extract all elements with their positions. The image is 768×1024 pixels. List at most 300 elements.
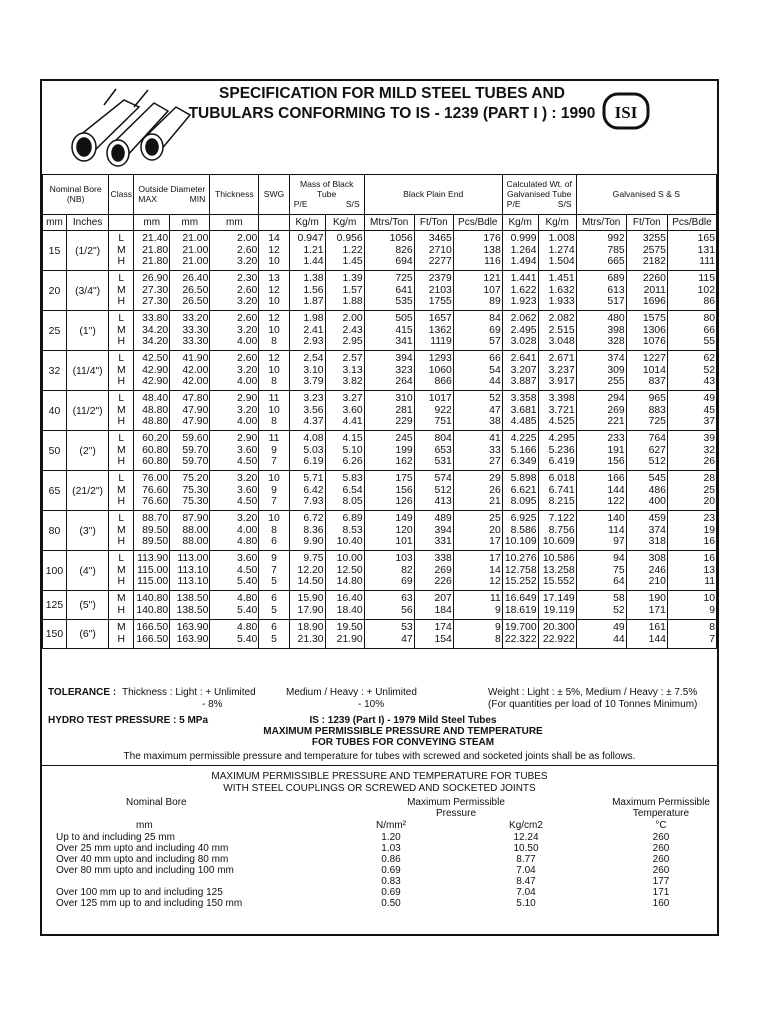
- cell-value: 2.671: [548, 353, 575, 364]
- pressure-bore: Over 25 mm upto and including 40 mm: [56, 843, 229, 854]
- cell-value: 57: [489, 336, 501, 348]
- cell-value: 1362: [428, 324, 452, 336]
- cell-value: 113.10: [177, 576, 209, 588]
- cell-value: 9.90: [303, 536, 324, 548]
- cell-value: 665: [607, 256, 625, 268]
- cell-th: [210, 511, 259, 551]
- cell-mss: [325, 391, 364, 431]
- cell-value: 9: [494, 604, 501, 616]
- cell-gft: [626, 471, 667, 511]
- cell-swg: [259, 231, 289, 271]
- cell-value: 5.83: [342, 473, 363, 484]
- cell-value: 166: [607, 473, 625, 484]
- cell-value: 3.27: [342, 393, 363, 404]
- cell-value: 5.10: [342, 444, 363, 456]
- cell-value: M: [116, 622, 126, 633]
- cell-value: 8: [271, 524, 277, 536]
- cell-value: H: [117, 296, 126, 308]
- cell-gss: [538, 391, 576, 431]
- cell-value: 1.441: [510, 273, 537, 284]
- cell-mt: [364, 231, 414, 271]
- cell-value: H: [117, 416, 126, 428]
- cell-value: 5: [271, 633, 277, 645]
- cell-pcs: [453, 311, 502, 351]
- header: [42, 81, 717, 175]
- cell-value: 531: [434, 456, 452, 468]
- unit-cell: Mtrs/Ton: [576, 215, 626, 231]
- cell-value: 9: [271, 444, 277, 456]
- cell-value: 3465: [428, 233, 452, 244]
- cell-value: 12.758: [504, 564, 537, 576]
- cell-gpcs: [667, 511, 716, 551]
- cell-value: 1306: [642, 324, 666, 336]
- cell-value: 58: [613, 593, 625, 604]
- cell-value: 163.90: [176, 622, 209, 633]
- cell-value: L: [118, 233, 125, 244]
- cell-value: 64: [613, 576, 625, 588]
- cell-value: 62: [703, 353, 715, 364]
- cell-value: 52: [703, 364, 715, 376]
- cell-th: [210, 591, 259, 620]
- cell-value: 6.018: [548, 473, 575, 484]
- cell-value: 18.90: [297, 622, 324, 633]
- cell-min: [170, 511, 210, 551]
- cell-min: [170, 591, 210, 620]
- calc-pe-label: P/E: [506, 199, 521, 209]
- thickness-header: Thickness: [210, 174, 259, 215]
- cell-value: 12: [489, 576, 501, 588]
- pressure-t: 260: [652, 843, 670, 854]
- cell-value: 8: [709, 622, 715, 633]
- cell-mpe: [289, 311, 325, 351]
- cell-value: 6: [271, 593, 277, 604]
- medium-heavy-tolerance: Medium / Heavy : + Unlimited: [286, 687, 417, 698]
- cell-value: 76.60: [142, 484, 169, 496]
- cell-gmt: [576, 620, 626, 649]
- cell-value: 7: [271, 564, 277, 576]
- cell-gpcs: [667, 471, 716, 511]
- unit-cell: Pcs/Bdle: [667, 215, 716, 231]
- nominal-bore-mm: 65: [43, 471, 67, 511]
- unit-cell: [259, 215, 289, 231]
- cell-gft: [626, 620, 667, 649]
- cell-value: 2.43: [342, 324, 363, 336]
- cell-value: 52: [613, 604, 625, 616]
- cell-value: 44: [613, 633, 625, 645]
- cell-value: 60.20: [142, 433, 169, 444]
- cell-value: 6: [271, 536, 277, 548]
- cell-value: 9: [494, 622, 501, 633]
- cell-value: 2011: [643, 284, 666, 296]
- cell-value: 49: [613, 622, 625, 633]
- cell-mt: [364, 591, 414, 620]
- cell-value: 156: [607, 456, 625, 468]
- cell-value: 20: [703, 496, 715, 508]
- cell-value: 34.20: [142, 336, 169, 348]
- table-row: [43, 271, 717, 311]
- od-max-label: MAX: [138, 194, 157, 204]
- calc-wt-label: Calculated Wt. of Galvanised Tube: [506, 179, 572, 199]
- cell-value: 54: [489, 364, 501, 376]
- mass-black-label: Mass of Black Tube: [299, 179, 354, 199]
- pressure-header-row-2: [56, 808, 716, 819]
- cell-value: 3.358: [510, 393, 537, 404]
- cell-th: [210, 351, 259, 391]
- cell-value: M: [116, 284, 126, 296]
- cell-value: 138.50: [176, 593, 209, 604]
- cell-max: [134, 391, 170, 431]
- cell-ft: [414, 591, 453, 620]
- cell-value: 12: [268, 284, 280, 296]
- cell-value: 76.60: [142, 496, 169, 508]
- cell-value: 48.40: [142, 393, 169, 404]
- cell-gft: [626, 271, 667, 311]
- cell-mt: [364, 620, 414, 649]
- cell-value: 166.50: [136, 622, 169, 633]
- cell-gpcs: [667, 351, 716, 391]
- cell-value: 10.00: [336, 553, 363, 564]
- cell-ft: [414, 231, 453, 271]
- cell-gpe: [502, 551, 538, 591]
- cell-value: 26: [489, 484, 501, 496]
- cell-value: 2.641: [510, 353, 537, 364]
- cell-value: 38: [489, 416, 501, 428]
- cell-value: 965: [648, 393, 666, 404]
- cell-value: 4.50: [237, 496, 258, 508]
- cell-value: 641: [395, 284, 413, 296]
- cell-cls: [109, 551, 134, 591]
- cell-value: 3.60: [237, 553, 258, 564]
- medium-heavy-tolerance-minus: - 10%: [358, 698, 385, 710]
- cell-value: 140.80: [136, 593, 169, 604]
- cell-value: 751: [434, 416, 452, 428]
- cell-gpcs: [667, 431, 716, 471]
- cell-pcs: [453, 620, 502, 649]
- thickness-tolerance: Thickness : Light : + Unlimited: [122, 687, 256, 698]
- cell-cls: [109, 231, 134, 271]
- cell-value: 116: [484, 256, 501, 268]
- cell-value: 102: [697, 284, 715, 296]
- pressure-row: [56, 876, 716, 887]
- cell-value: 2103: [428, 284, 452, 296]
- cell-gss: [538, 311, 576, 351]
- cell-value: M: [116, 564, 126, 576]
- cell-value: 10.609: [542, 536, 575, 548]
- isi-logo-text: ISI: [614, 103, 638, 122]
- cell-value: 82: [401, 564, 413, 576]
- cell-value: 191: [607, 444, 625, 456]
- cell-value: 3.398: [548, 393, 575, 404]
- cell-value: 6.42: [303, 484, 324, 496]
- cell-max: [134, 551, 170, 591]
- cell-value: 2575: [642, 244, 666, 256]
- cell-value: 3.20: [237, 256, 258, 268]
- cell-value: 4.00: [237, 336, 258, 348]
- cell-value: M: [116, 484, 126, 496]
- cell-value: 19: [703, 524, 715, 536]
- cell-pcs: [453, 271, 502, 311]
- nominal-bore-inches: (4"): [66, 551, 108, 591]
- nominal-bore-mm: 150: [43, 620, 67, 649]
- cell-cls: [109, 591, 134, 620]
- cell-value: 4.00: [237, 416, 258, 428]
- cell-value: 175: [395, 473, 413, 484]
- cell-ft: [414, 431, 453, 471]
- cell-value: 17: [489, 553, 501, 564]
- cell-pcs: [453, 551, 502, 591]
- cell-value: 3.20: [237, 296, 258, 308]
- cell-value: 1.38: [303, 273, 324, 284]
- cell-value: 15.552: [542, 576, 575, 588]
- pressure-nmm: 0.86: [381, 854, 401, 865]
- cell-value: 2277: [428, 256, 452, 268]
- cell-value: 512: [434, 484, 452, 496]
- cell-value: M: [116, 593, 126, 604]
- cell-value: 19.119: [543, 604, 575, 616]
- cell-value: 13: [268, 273, 280, 284]
- cell-value: 11: [704, 576, 715, 588]
- cell-value: 66: [703, 324, 715, 336]
- cell-value: 47.90: [182, 416, 209, 428]
- cell-value: 44: [489, 376, 501, 388]
- cell-value: 140.80: [136, 604, 169, 616]
- cell-value: 2.062: [510, 313, 537, 324]
- cell-value: 4.80: [237, 593, 258, 604]
- cell-th: [210, 551, 259, 591]
- cell-gmt: [576, 551, 626, 591]
- cell-gpe: [502, 620, 538, 649]
- cell-value: 6.349: [510, 456, 537, 468]
- cell-value: 84: [489, 313, 501, 324]
- cell-value: 10: [268, 324, 280, 336]
- cell-pcs: [453, 431, 502, 471]
- cell-value: 627: [648, 444, 666, 456]
- cell-value: 2.60: [237, 284, 258, 296]
- cell-swg: [259, 271, 289, 311]
- cell-value: 3.82: [342, 376, 363, 388]
- cell-value: 161: [648, 622, 666, 633]
- pressure-bore: Over 80 mm upto and including 100 mm: [56, 865, 234, 876]
- nominal-bore-inches: (21/2"): [66, 471, 108, 511]
- cell-value: 8.586: [510, 524, 537, 536]
- pressure-nmm: 1.03: [381, 843, 401, 854]
- weight-tolerance: Weight : Light : ± 5%, Medium / Heavy : ± 7.5%: [488, 687, 698, 698]
- cell-value: 122: [607, 496, 625, 508]
- cell-value: 9.75: [303, 553, 324, 564]
- spec-sheet: [40, 79, 719, 936]
- cell-swg: [259, 311, 289, 351]
- cell-value: L: [118, 353, 125, 364]
- cell-pcs: [453, 231, 502, 271]
- cell-value: H: [117, 376, 126, 388]
- cell-value: 199: [395, 444, 413, 456]
- cell-value: 3.681: [510, 404, 537, 416]
- pressure-row: [56, 865, 716, 876]
- cell-value: 42.00: [182, 376, 209, 388]
- cell-value: 21.30: [297, 633, 324, 645]
- cell-gpe: [502, 311, 538, 351]
- cell-gpe: [502, 591, 538, 620]
- cell-value: 264: [395, 376, 413, 388]
- cell-value: 12.20: [297, 564, 324, 576]
- mass-ss-label: S/S: [345, 199, 360, 209]
- nominal-bore-inches: (5"): [66, 591, 108, 620]
- cell-value: 837: [648, 376, 666, 388]
- cell-value: 1696: [642, 296, 666, 308]
- cell-value: 176: [483, 233, 501, 244]
- spec-table: [42, 174, 717, 649]
- cell-value: 331: [434, 536, 452, 548]
- header-temp-1: Maximum Permissible: [612, 797, 710, 808]
- cell-value: 2.30: [237, 273, 258, 284]
- cell-value: 52: [489, 393, 501, 404]
- cell-value: 156: [395, 484, 413, 496]
- cell-value: 149: [395, 513, 413, 524]
- tolerance-section: [48, 687, 713, 710]
- cell-value: 33: [489, 444, 501, 456]
- cell-cls: [109, 471, 134, 511]
- cell-max: [134, 620, 170, 649]
- cell-value: 13.258: [542, 564, 575, 576]
- cell-th: [210, 471, 259, 511]
- cell-gpe: [502, 471, 538, 511]
- cell-value: 18.619: [504, 604, 537, 616]
- cell-value: 43: [703, 376, 715, 388]
- cell-mss: [325, 511, 364, 551]
- cell-value: 10: [268, 513, 280, 524]
- cell-swg: [259, 391, 289, 431]
- cell-value: 653: [434, 444, 452, 456]
- cell-max: [134, 471, 170, 511]
- cell-value: 328: [607, 336, 625, 348]
- cell-value: 4.08: [303, 433, 324, 444]
- cell-value: L: [118, 553, 125, 564]
- cell-value: 138: [483, 244, 501, 256]
- cell-mt: [364, 311, 414, 351]
- cell-value: 1.22: [342, 244, 363, 256]
- cell-value: 120: [395, 524, 413, 536]
- cell-value: 2.082: [548, 313, 575, 324]
- cell-value: 413: [434, 496, 452, 508]
- cell-value: H: [117, 576, 126, 588]
- pressure-row: [56, 887, 716, 898]
- cell-value: 1.57: [342, 284, 363, 296]
- unit-cell: Kg/m: [538, 215, 576, 231]
- cell-mpe: [289, 231, 325, 271]
- pressure-t: 177: [652, 876, 670, 887]
- cell-swg: [259, 471, 289, 511]
- cell-gpe: [502, 511, 538, 551]
- cell-min: [170, 431, 210, 471]
- cell-value: 75.20: [182, 473, 209, 484]
- cell-max: [134, 591, 170, 620]
- cell-value: 2.60: [237, 244, 258, 256]
- cell-value: L: [118, 313, 125, 324]
- table-row: [43, 311, 717, 351]
- pressure-kg: 7.04: [516, 865, 536, 876]
- cell-value: 2.93: [303, 336, 324, 348]
- cell-gss: [538, 271, 576, 311]
- cell-cls: [109, 351, 134, 391]
- cell-value: 3.028: [510, 336, 537, 348]
- cell-value: 4.80: [237, 622, 258, 633]
- cell-ft: [414, 620, 453, 649]
- cell-value: 6.621: [510, 484, 537, 496]
- cell-max: [134, 351, 170, 391]
- cell-ft: [414, 271, 453, 311]
- cell-value: 3.13: [342, 364, 363, 376]
- cell-value: 10.109: [504, 536, 537, 548]
- cell-gss: [538, 431, 576, 471]
- galvanised-header: Galvanised S & S: [576, 174, 716, 215]
- cell-value: 27: [489, 456, 501, 468]
- cell-value: 1.504: [548, 256, 575, 268]
- cell-gpcs: [667, 391, 716, 431]
- cell-value: 162: [395, 456, 413, 468]
- cell-value: 8: [271, 416, 277, 428]
- cell-mpe: [289, 551, 325, 591]
- cell-value: 1.494: [510, 256, 537, 268]
- cell-value: 6.54: [342, 484, 363, 496]
- pressure-title-line-1: MAXIMUM PERMISSIBLE PRESSURE AND TEMPERATURE FOR TUBES: [211, 771, 548, 782]
- table-row: [43, 231, 717, 271]
- cell-cls: [109, 391, 134, 431]
- cell-value: 80: [703, 313, 715, 324]
- cell-value: 16.649: [504, 593, 537, 604]
- cell-value: 3.23: [303, 393, 324, 404]
- cell-value: 21.40: [142, 233, 169, 244]
- cell-value: 2.00: [342, 313, 363, 324]
- cell-min: [170, 271, 210, 311]
- cell-mss: [325, 431, 364, 471]
- cell-value: 1.39: [342, 273, 363, 284]
- cell-value: 33.20: [182, 313, 209, 324]
- pressure-row: [56, 832, 716, 843]
- cell-value: 1575: [642, 313, 666, 324]
- pressure-bore: Over 40 mm upto and including 80 mm: [56, 854, 229, 865]
- cell-value: 2.41: [303, 324, 324, 336]
- cell-value: 26.40: [182, 273, 209, 284]
- cell-value: 3.60: [237, 444, 258, 456]
- cell-value: 33.30: [182, 324, 209, 336]
- cell-th: [210, 271, 259, 311]
- cell-value: 86: [703, 296, 715, 308]
- document-title: [182, 84, 602, 124]
- cell-value: 3.20: [237, 513, 258, 524]
- cell-value: 338: [434, 553, 452, 564]
- header-nominal-bore: Nominal Bore: [126, 797, 187, 808]
- cell-value: 394: [434, 524, 452, 536]
- pressure-row: [56, 854, 716, 865]
- cell-value: 3255: [642, 233, 666, 244]
- table-row: [43, 620, 717, 649]
- cell-value: 4.485: [510, 416, 537, 428]
- cell-gft: [626, 311, 667, 351]
- cell-value: 89.50: [142, 536, 169, 548]
- divider: [42, 765, 717, 766]
- cell-value: 10: [268, 296, 280, 308]
- cell-value: 694: [395, 256, 413, 268]
- pressure-t: 260: [652, 854, 670, 865]
- cell-value: 19.50: [336, 622, 363, 633]
- cell-cls: [109, 431, 134, 471]
- cell-gmt: [576, 511, 626, 551]
- cell-gpcs: [667, 620, 716, 649]
- nominal-bore-inches: (2"): [66, 431, 108, 471]
- cell-min: [170, 311, 210, 351]
- cell-value: 1.451: [548, 273, 575, 284]
- cell-ft: [414, 391, 453, 431]
